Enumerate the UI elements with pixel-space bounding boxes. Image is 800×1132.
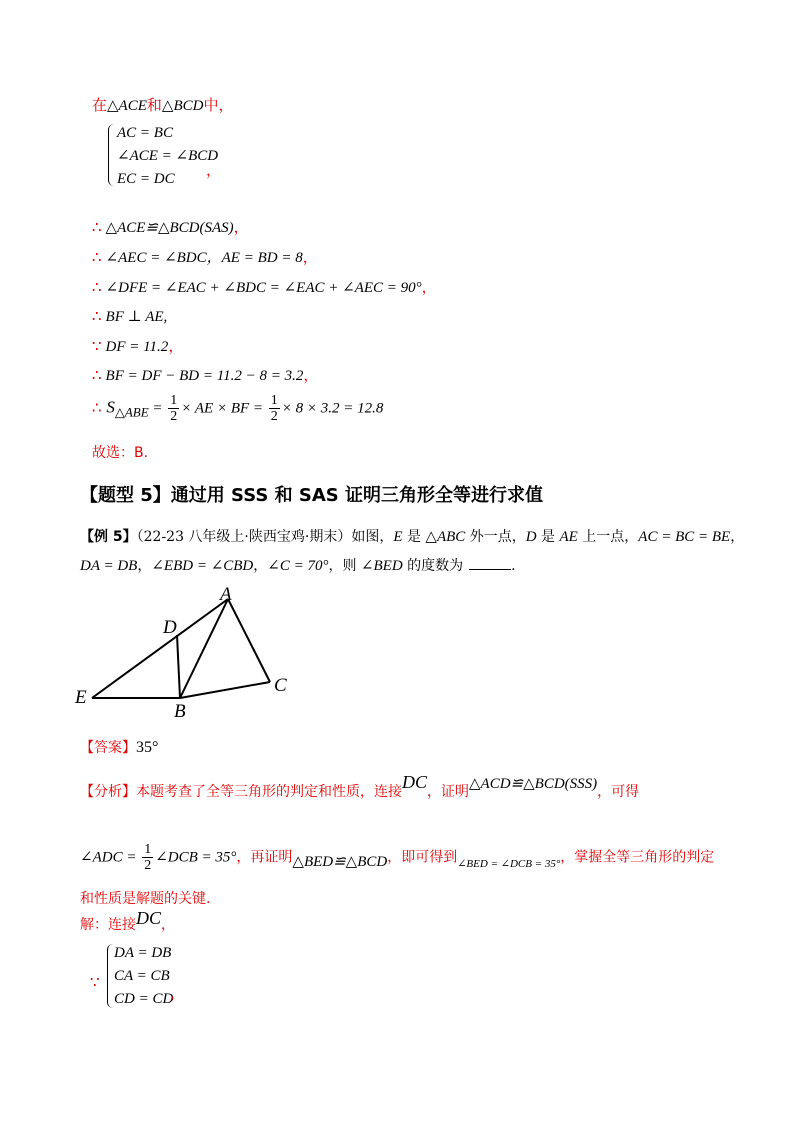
text-segment: 是 bbox=[536, 529, 560, 545]
area-mid: × AE × BF = bbox=[181, 400, 267, 417]
area-s: S bbox=[106, 397, 115, 417]
section-title: 【题型 5】通过用 SSS 和 SAS 证明三角形全等进行求值 bbox=[80, 485, 543, 506]
fraction-half-3 bbox=[142, 842, 153, 873]
segment-BA bbox=[180, 599, 228, 698]
label-A: A bbox=[220, 584, 232, 605]
analysis-bed-bcd: △BED≌△BCD bbox=[292, 853, 388, 870]
math-segment: D bbox=[525, 529, 537, 545]
segment-EA bbox=[92, 599, 228, 698]
frac-d: 2 bbox=[270, 409, 278, 424]
math-segment: DA = DB bbox=[80, 558, 138, 574]
proof-step bbox=[92, 277, 437, 298]
system-line-1: AC = BC bbox=[117, 125, 173, 141]
proof-step bbox=[92, 336, 183, 357]
solution-line bbox=[80, 908, 176, 935]
analysis-l2e: ，即可得到 bbox=[387, 849, 458, 866]
area-eq: = bbox=[148, 400, 167, 417]
text-segment: ， bbox=[253, 558, 268, 574]
solution-label: 解：连接 bbox=[80, 917, 136, 933]
text-segment: ，则 bbox=[328, 558, 361, 574]
step-tail: ， bbox=[303, 366, 319, 384]
math-segment: E bbox=[393, 529, 403, 545]
label-D: D bbox=[163, 617, 177, 638]
answer-label: 【答案】 bbox=[80, 740, 136, 756]
text-segment: 上一点， bbox=[577, 529, 639, 545]
text-segment: 的度数为 bbox=[402, 558, 464, 574]
system-comma: ， bbox=[206, 161, 222, 179]
system-brace bbox=[108, 124, 115, 186]
segment-BC bbox=[180, 682, 270, 698]
step-text: ∠DFE = ∠EAC + ∠BDC = ∠EAC + ∠AEC = 90° bbox=[105, 280, 422, 296]
example-source: （22-23 八年级上·陕西宝鸡·期末）如图， bbox=[136, 529, 394, 545]
text-segment: ， bbox=[730, 529, 745, 545]
text-segment: 外一点， bbox=[465, 529, 526, 545]
fraction-half-1 bbox=[168, 393, 179, 424]
step-symbol: ∴ bbox=[92, 366, 102, 384]
system-line-3: EC = DC bbox=[117, 171, 175, 187]
analysis-adc: ∠ADC = bbox=[80, 849, 141, 866]
analysis-text2: ，证明 bbox=[427, 784, 470, 800]
frac-n: 1 bbox=[270, 393, 278, 408]
system-line-2: ∠ACE = ∠BCD bbox=[117, 148, 219, 164]
answer-blank bbox=[469, 569, 511, 570]
label-B: B bbox=[174, 701, 186, 720]
analysis-bed-eq: ∠BED = ∠DCB = 35° bbox=[457, 857, 561, 870]
math-segment: △ABC bbox=[425, 529, 466, 545]
solution-system-1: DA = DB bbox=[114, 945, 172, 961]
proof-step bbox=[92, 365, 318, 386]
area-sub: △ABE bbox=[114, 404, 149, 420]
area-line bbox=[92, 393, 383, 424]
math-segment: AE bbox=[559, 529, 578, 545]
solution-comma: ， bbox=[161, 917, 176, 933]
step-text: BF ⊥ AE, bbox=[105, 309, 168, 325]
math-segment: ∠C = 70° bbox=[267, 558, 329, 574]
analysis-text1: 本题考查了全等三角形的判定和性质，连接 bbox=[136, 784, 402, 800]
intro-line bbox=[92, 95, 233, 116]
analysis-text3: ，可得 bbox=[597, 784, 640, 800]
segment-AC bbox=[228, 599, 270, 682]
step-tail: ， bbox=[421, 278, 437, 296]
fraction-half-2 bbox=[269, 393, 280, 424]
analysis-line-3: 和性质是解题的关键. bbox=[80, 891, 211, 907]
example-line-2 bbox=[80, 556, 516, 576]
solution-system-2: CA = CB bbox=[114, 968, 170, 984]
analysis-l2g: ，掌握全等三角形的判定 bbox=[560, 849, 715, 866]
analysis-dc: DC bbox=[402, 772, 428, 792]
answer-choice: 故选：B. bbox=[92, 445, 149, 461]
step-tail: ， bbox=[168, 337, 184, 355]
frac-n: 1 bbox=[170, 393, 178, 408]
step-text: ∠AEC = ∠BDC，AE = BD = 8 bbox=[105, 250, 303, 266]
intro-and: 和 bbox=[146, 96, 162, 114]
solution-dc: DC bbox=[136, 908, 162, 928]
analysis-line-1 bbox=[80, 772, 640, 802]
intro-suffix: 中， bbox=[203, 96, 234, 114]
area-therefore: ∴ bbox=[92, 398, 102, 417]
frac-d: 2 bbox=[170, 409, 178, 424]
answer-value: 35° bbox=[136, 739, 159, 756]
step-tail: ， bbox=[302, 248, 318, 266]
analysis-label: 【分析】 bbox=[80, 784, 136, 800]
step-tail: ， bbox=[233, 218, 249, 236]
step-symbol: ∴ bbox=[92, 248, 102, 266]
example-label: 【例 5】 bbox=[80, 529, 137, 545]
proof-step bbox=[92, 247, 318, 268]
example-line1-rest bbox=[393, 529, 744, 545]
answer-line bbox=[80, 738, 158, 758]
analysis-dcb: ∠DCB = 35° bbox=[155, 849, 237, 866]
example-line2-body bbox=[80, 558, 463, 574]
intro-tri2: △BCD bbox=[161, 98, 204, 114]
math-segment: AC = BC = BE bbox=[638, 529, 731, 545]
segment-DB bbox=[177, 635, 180, 698]
step-symbol: ∵ bbox=[92, 337, 102, 355]
solution-system-3: CD = CD bbox=[114, 991, 174, 1007]
proof-step bbox=[92, 306, 167, 327]
step-symbol: ∴ bbox=[92, 278, 102, 296]
frac-d: 2 bbox=[144, 858, 152, 873]
label-E: E bbox=[75, 687, 87, 708]
step-text: △ACE≌△BCD(SAS) bbox=[105, 220, 234, 236]
math-segment: ∠EBD = ∠CBD bbox=[151, 558, 254, 574]
text-segment: ， bbox=[137, 558, 152, 574]
intro-prefix: 在 bbox=[92, 96, 108, 114]
proof-step bbox=[92, 217, 249, 238]
intro-tri1: △ACE bbox=[107, 98, 147, 114]
step-text: BF = DF − BD = 11.2 − 8 = 3.2 bbox=[105, 368, 304, 384]
step-symbol: ∴ bbox=[92, 307, 102, 325]
solution-tail: ， bbox=[170, 984, 186, 1002]
example-period: . bbox=[511, 558, 516, 574]
analysis-l2c: ，再证明 bbox=[236, 849, 293, 866]
step-text: DF = 11.2 bbox=[105, 339, 169, 355]
step-symbol: ∴ bbox=[92, 218, 102, 236]
area-end: × 8 × 3.2 = 12.8 bbox=[281, 400, 384, 417]
analysis-proof: △ACD≌△BCD(SSS) bbox=[469, 776, 598, 792]
label-C: C bbox=[274, 675, 287, 696]
because-symbol: ∵ bbox=[90, 973, 100, 991]
text-segment: 是 bbox=[402, 529, 426, 545]
triangle-figure bbox=[70, 580, 300, 720]
solution-brace bbox=[107, 944, 114, 1008]
frac-n: 1 bbox=[144, 842, 152, 857]
math-segment: ∠BED bbox=[360, 558, 403, 574]
analysis-line-2 bbox=[80, 842, 714, 873]
example-line-1 bbox=[80, 527, 744, 547]
